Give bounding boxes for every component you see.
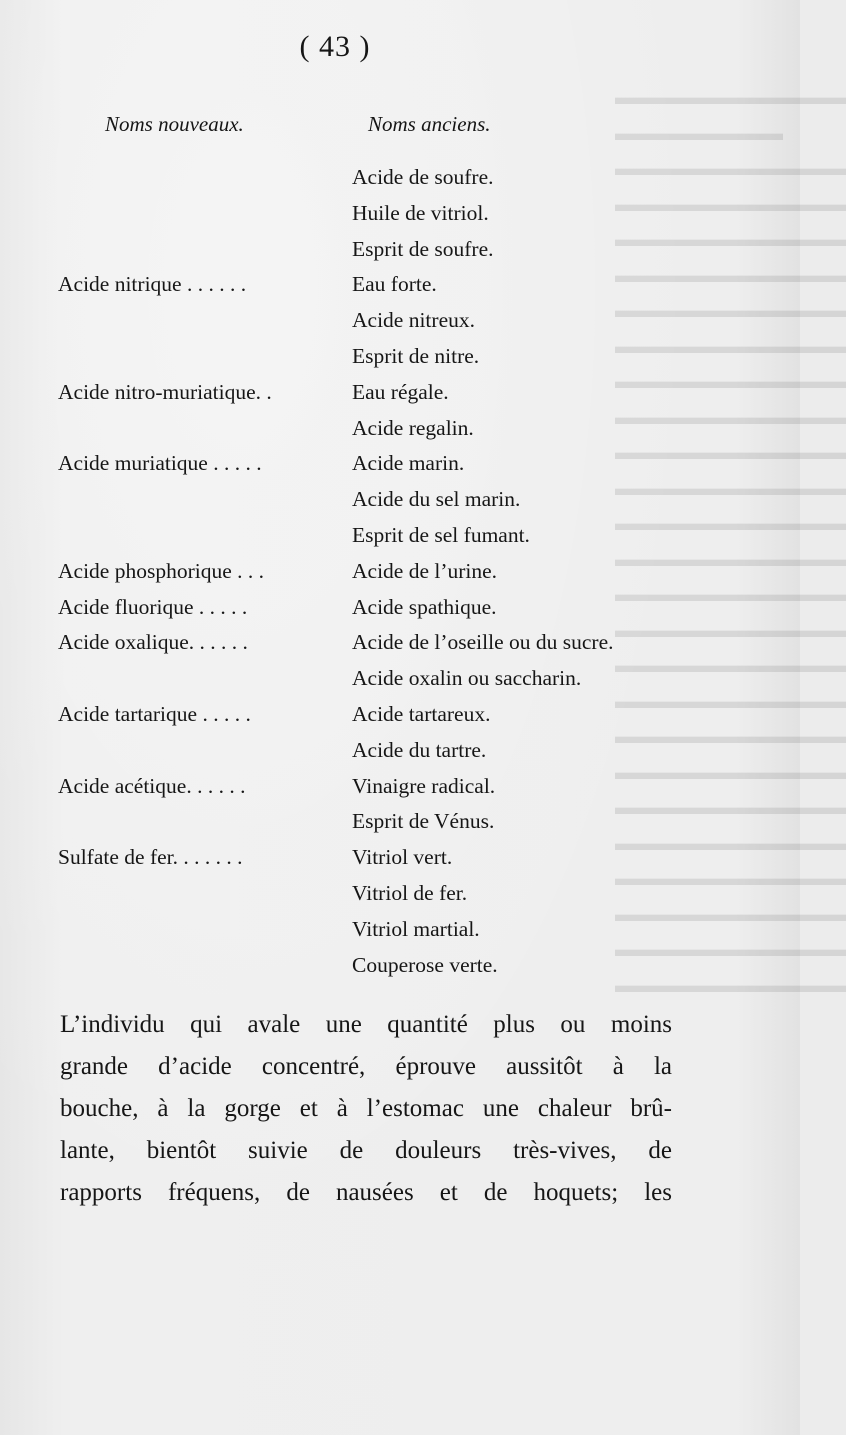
body-paragraph (60, 1004, 672, 1214)
table-row (0, 160, 800, 196)
old-name-cell: Huile de vitriol. (352, 200, 489, 225)
paragraph-line: lante, bientôt suivie de douleurs très-vives, de (60, 1137, 672, 1164)
table-row (0, 840, 800, 876)
paragraph-line: rapports fréquens, de nausées et de hoquets; les (60, 1179, 672, 1206)
table-row (0, 554, 800, 590)
old-name-cell: Eau forte. (352, 272, 437, 297)
table-row (0, 590, 800, 626)
table-row (0, 733, 800, 769)
table-row (0, 411, 800, 447)
table-row (0, 518, 800, 554)
old-name-cell: Vinaigre radical. (352, 773, 496, 798)
old-name-cell: Esprit de Vénus. (352, 809, 495, 834)
page-number: ( 43 ) (299, 30, 371, 63)
bleed-through-texture: ▬▬▬▬▬▬▬▬▬▬▬ ▬▬▬▬▬▬▬▬ ▬▬▬▬▬▬▬▬▬▬▬ ▬▬▬▬▬▬▬▬▬▬▬ ▬▬▬▬▬▬▬▬▬▬▬ ▬▬▬▬▬▬▬▬▬▬▬ ▬▬▬▬▬▬▬▬▬▬▬ ▬▬▬▬▬▬▬▬▬▬▬ ▬▬▬▬▬▬▬▬▬▬▬ ▬▬▬▬▬▬▬▬▬▬▬ ▬▬▬▬▬▬▬▬▬▬▬ ▬▬▬▬▬▬▬▬▬▬▬ ▬▬▬▬▬▬▬▬▬▬▬ ▬▬▬▬▬▬▬▬▬▬▬ ▬▬▬▬▬▬▬▬▬▬▬ ▬▬▬▬▬▬▬▬▬▬▬ ▬▬▬▬▬▬▬▬▬▬▬ ▬▬▬▬▬▬▬▬▬▬▬ ▬▬▬▬▬▬▬▬▬▬▬ ▬▬▬▬▬▬▬▬▬▬▬ ▬▬▬▬▬▬▬▬▬▬▬ ▬▬▬▬▬▬▬▬▬▬▬ ▬▬▬▬▬▬▬▬▬▬▬ ▬▬▬▬▬▬▬▬▬▬▬ ▬▬▬▬▬▬▬▬▬▬▬ ▬▬▬▬▬▬▬▬▬▬▬ (615, 85, 846, 997)
table-row (0, 661, 800, 697)
old-name-cell: Acide du tartre. (352, 737, 487, 762)
old-name-cell: Acide de soufre. (352, 165, 494, 189)
old-name-cell: Acide tartareux. (352, 701, 491, 726)
old-name-cell: Eau régale. (352, 379, 449, 404)
paragraph-line: grande d’acide concentré, éprouve aussitôt à la (60, 1053, 672, 1080)
new-name-cell: Acide fluorique . . . . . (58, 594, 248, 619)
table-row (0, 625, 800, 661)
table-row (0, 804, 800, 840)
old-name-cell: Acide du sel marin. (352, 487, 521, 512)
new-name-cell: Acide nitrique . . . . . . (58, 272, 247, 297)
paragraph-line: bouche, à la gorge et à l’estomac une chaleur brû- (60, 1095, 672, 1122)
new-name-cell: Acide acétique. . . . . . (58, 773, 246, 798)
old-name-cell: Esprit de sel fumant. (352, 522, 530, 547)
table-row (0, 912, 800, 948)
table-row (0, 267, 800, 303)
old-name-cell: Acide marin. (352, 451, 465, 476)
table-row (0, 948, 800, 984)
old-name-cell: Acide oxalin ou saccharin. (352, 666, 582, 691)
old-name-cell: Acide regalin. (352, 415, 474, 440)
new-name-cell: Sulfate de fer. . . . . . . (58, 845, 243, 870)
table-row (0, 196, 800, 232)
old-name-cell: Esprit de soufre. (352, 236, 494, 261)
old-name-cell: Couperose verte. (352, 952, 498, 977)
old-name-cell: Acide de l’oseille ou du sucre. (352, 630, 614, 655)
old-name-cell: Acide de l’urine. (352, 558, 498, 583)
table-row (0, 482, 800, 518)
table-row (0, 375, 800, 411)
new-name-cell: Acide phosphorique . . . (58, 558, 265, 583)
paragraph-line: L’individu qui avale une quantité plus ou moins (60, 1011, 672, 1038)
new-name-cell: Acide nitro-muriatique. . (58, 379, 272, 404)
new-name-cell: Acide oxalique. . . . . . (58, 630, 248, 655)
table-row (0, 446, 800, 482)
column-header-old-names: Noms anciens. (368, 112, 491, 136)
table-row (0, 232, 800, 268)
nomenclature-table (0, 160, 800, 983)
table-row (0, 303, 800, 339)
new-name-cell: Acide tartarique . . . . . (58, 701, 251, 726)
old-name-cell: Acide nitreux. (352, 308, 475, 333)
old-name-cell: Vitriol vert. (352, 845, 453, 870)
new-name-cell: Acide muriatique . . . . . (58, 451, 262, 476)
table-row (0, 769, 800, 805)
table-row (0, 876, 800, 912)
table-row (0, 339, 800, 375)
old-name-cell: Vitriol de fer. (352, 880, 468, 905)
old-name-cell: Acide spathique. (352, 594, 497, 619)
old-name-cell: Esprit de nitre. (352, 343, 480, 368)
table-row (0, 697, 800, 733)
old-name-cell: Vitriol martial. (352, 916, 480, 941)
column-header-new-names: Noms nouveaux. (105, 112, 244, 136)
